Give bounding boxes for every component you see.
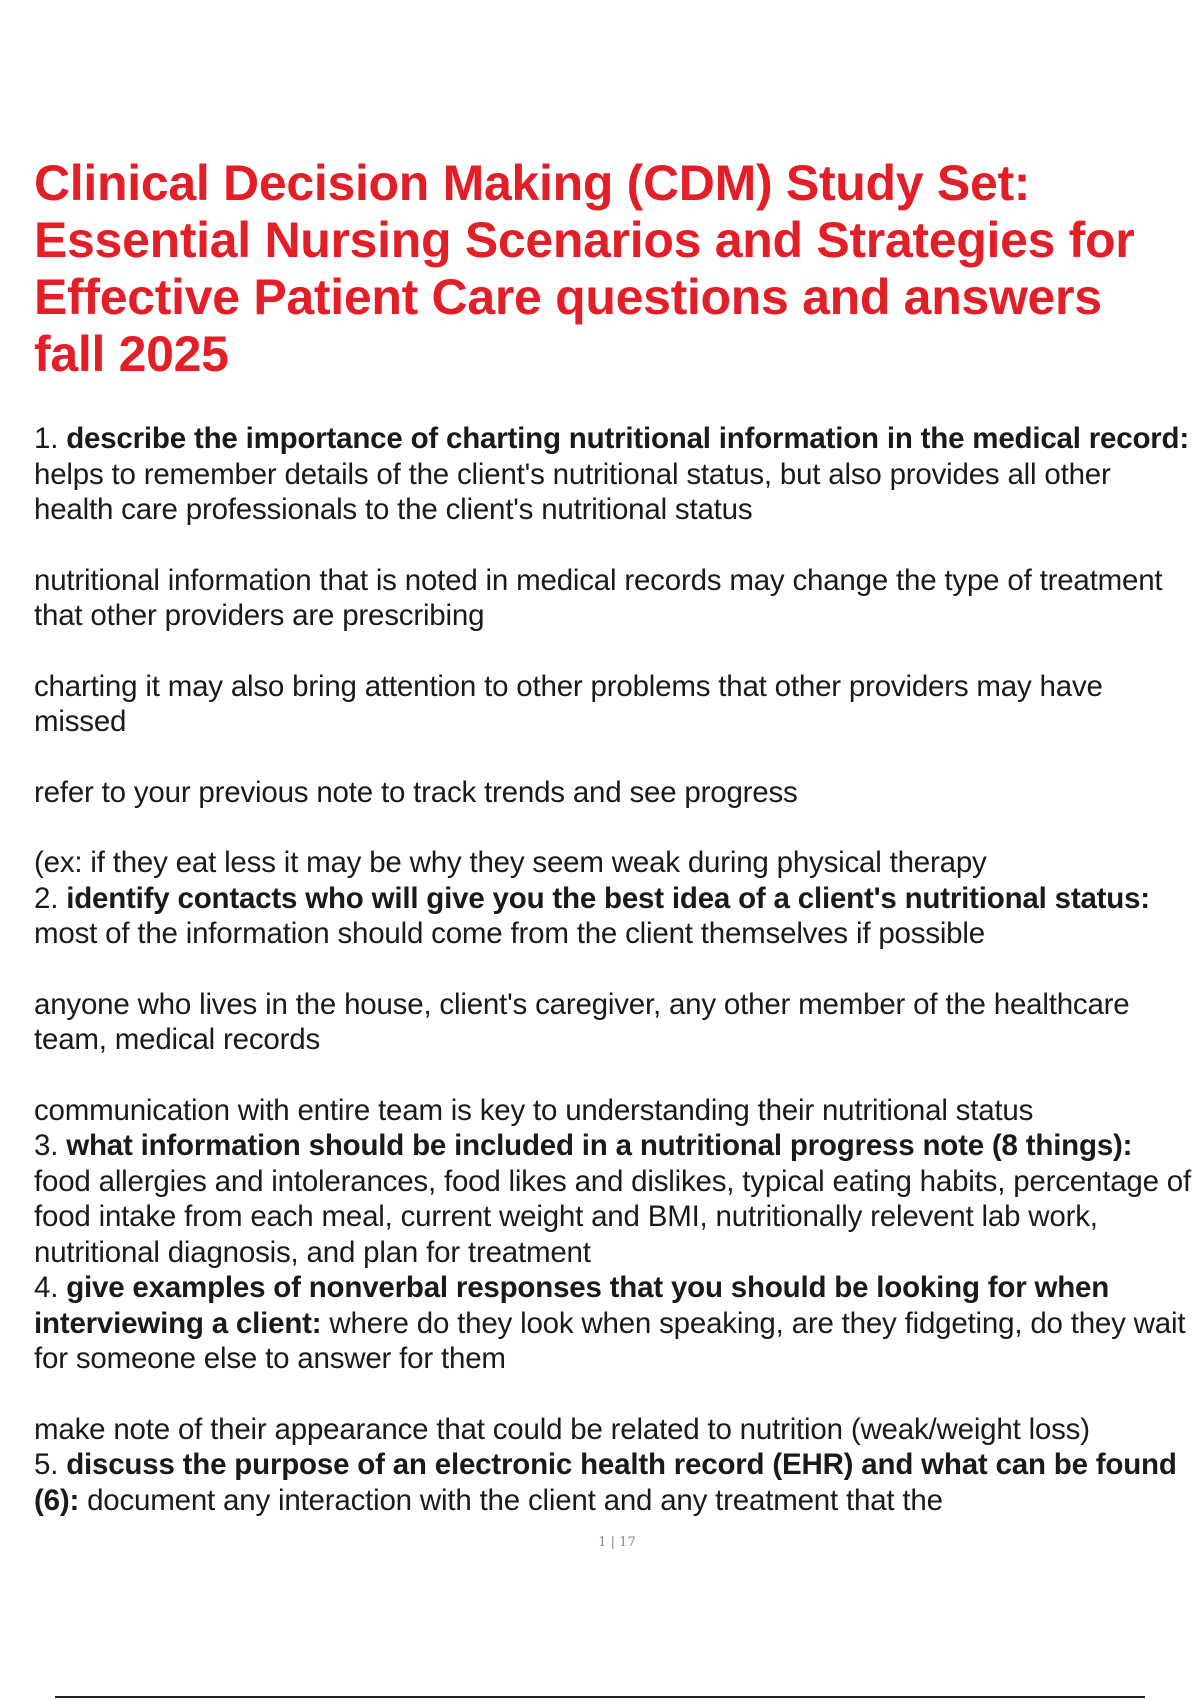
question-list	[34, 421, 1194, 1518]
answer-paragraph: (ex: if they eat less it may be why they seem weak during physical therapy	[34, 846, 987, 879]
question-answer: where do they look when speaking, are they fidgeting, do they wait for someone else to answer for them	[34, 1306, 1186, 1375]
answer-paragraph: charting it may also bring attention to other problems that other providers may have missed	[34, 669, 1103, 738]
question-answer: helps to remember details of the client's nutritional status, but also provides all other health care professionals to the client's nutritional status	[34, 457, 1111, 526]
question-number: 1.	[34, 422, 59, 455]
question-item	[34, 1270, 1194, 1377]
question-answer: food allergies and intolerances, food likes and dislikes, typical eating habits, percentage of food intake from each meal, current weight and BMI, nutritionally relevent lab work, nutritional diagnosis, and plan for treatment	[34, 1164, 1192, 1269]
question-label: give examples of nonverbal responses that you should be looking for when interviewing a client:	[34, 1271, 1110, 1340]
question-item	[34, 1447, 1194, 1518]
question-label: what information should be included in a nutritional progress note (8 things):	[66, 1129, 1133, 1162]
question-number: 2.	[34, 881, 59, 915]
question-item	[34, 421, 1194, 528]
question-number: 3.	[34, 1129, 59, 1162]
question-label: identify contacts who will give you the best idea of a client's nutritional status:	[66, 881, 1150, 915]
answer-paragraph: make note of their appearance that could be related to nutrition (weak/weight loss)	[34, 1412, 1090, 1446]
question-answer: document any interaction with the client and any treatment that the	[87, 1483, 943, 1517]
question-label: discuss the purpose of an electronic health record (EHR) and what can be found (6):	[34, 1448, 1177, 1517]
answer-paragraph: nutritional information that is noted in medical records may change the type of treatment that other providers are prescribing	[34, 563, 1163, 632]
document-title: Clinical Decision Making (CDM) Study Set: Essential Nursing Scenarios and Strategies for Effective Patient Care questions and answers fall 2025	[34, 155, 1135, 382]
question-number: 4.	[34, 1271, 59, 1304]
answer-paragraph: anyone who lives in the house, client's caregiver, any other member of the healthcare team, medical records	[34, 987, 1130, 1056]
question-label: describe the importance of charting nutritional information in the medical record:	[66, 422, 1189, 455]
answer-paragraph: communication with entire team is key to understanding their nutritional status	[34, 1093, 1034, 1127]
page-number: 1 | 17	[598, 1535, 636, 1550]
question-answer: most of the information should come from the client themselves if possible	[34, 917, 985, 950]
question-item	[34, 881, 1194, 952]
footer-divider	[55, 1696, 1145, 1698]
answer-paragraph: refer to your previous note to track trends and see progress	[34, 775, 798, 809]
question-item	[34, 1128, 1194, 1270]
question-number: 5.	[34, 1448, 59, 1481]
